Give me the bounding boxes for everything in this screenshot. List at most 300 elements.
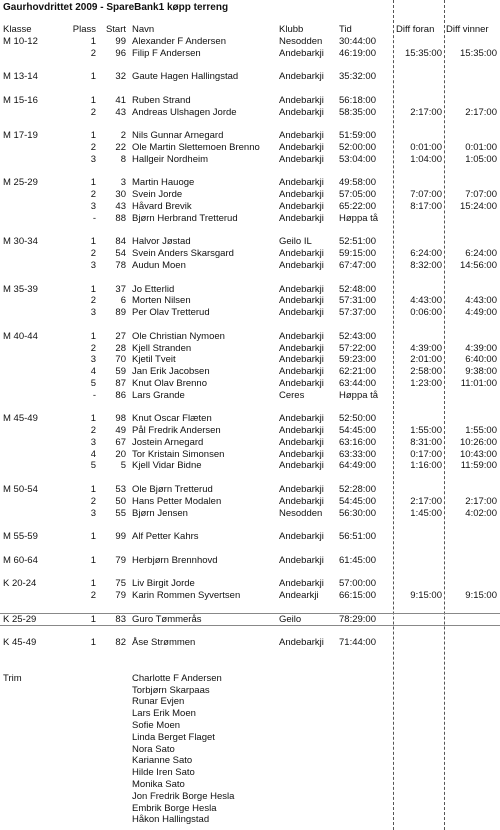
cell-klasse: M 25-29 (3, 177, 38, 189)
cell-diff-vinner: 1:05:00 (465, 153, 497, 165)
cell-klasse: M 17-19 (3, 130, 38, 142)
cell-navn: Jostein Arnegard (132, 436, 204, 448)
cell-klubb: Andebarkji (279, 295, 324, 307)
cell-tid: 59:23:00 (339, 354, 376, 366)
cell-start: 99 (115, 35, 126, 47)
cell-tid: 52:51:00 (339, 236, 376, 248)
cell-klubb: Andebarkji (279, 531, 324, 543)
cell-diff-vinner: 6:40:00 (465, 354, 497, 366)
cell-klubb: Andebarkji (279, 212, 324, 224)
cell-plass: 1 (90, 330, 96, 342)
cell-klubb: Andebarkji (279, 484, 324, 496)
cell-klubb: Geilo IL (279, 236, 312, 248)
table-row (0, 201, 500, 213)
cell-klasse: Trim (3, 672, 22, 684)
cell-navn: Guro Tømmerås (132, 613, 202, 625)
cell-navn: Ruben Strand (132, 94, 191, 106)
cell-diff-foran: 8:31:00 (410, 436, 442, 448)
table-row (0, 755, 500, 767)
cell-klubb: Geilo (279, 613, 302, 625)
table-row (0, 484, 500, 496)
cell-start: 70 (115, 354, 126, 366)
cell-diff-foran: 2:01:00 (410, 354, 442, 366)
cell-start: 37 (115, 283, 126, 295)
cell-plass: 3 (90, 200, 96, 212)
cell-diff-foran: 7:07:00 (410, 189, 442, 201)
results-table (0, 24, 500, 826)
cell-diff-vinner: 15:35:00 (460, 47, 497, 59)
cell-start: 79 (115, 590, 126, 602)
cell-navn: Åse Strømmen (132, 637, 196, 649)
cell-diff-vinner: 1:55:00 (465, 425, 497, 437)
table-row (0, 555, 500, 567)
cell-plass: 3 (90, 507, 96, 519)
cell-diff-vinner: 4:02:00 (465, 507, 497, 519)
cell-klubb: Andebarkji (279, 436, 324, 448)
table-row (0, 508, 500, 520)
cell-plass: 1 (90, 94, 96, 106)
table-row (0, 272, 500, 284)
cell-klasse: M 50-54 (3, 484, 38, 496)
cell-plass: 3 (90, 259, 96, 271)
cell-plass: 1 (90, 554, 96, 566)
cell-diff-foran: 8:17:00 (410, 200, 442, 212)
table-row (0, 614, 500, 626)
cell-klasse: M 10-12 (3, 35, 38, 47)
cell-tid: 57:37:00 (339, 307, 376, 319)
table-row (0, 213, 500, 225)
cell-start: 54 (115, 248, 126, 260)
cell-plass: 2 (90, 141, 96, 153)
header-diff-foran: Diff foran (396, 24, 435, 35)
cell-tid: 63:44:00 (339, 377, 376, 389)
cell-plass: 1 (90, 413, 96, 425)
cell-tid: 57:22:00 (339, 342, 376, 354)
cell-start: 43 (115, 200, 126, 212)
cell-navn: Hans Petter Modalen (132, 495, 222, 507)
cell-klubb: Andearkji (279, 590, 319, 602)
cell-navn: Lars Grande (132, 389, 185, 401)
cell-tid: 57:31:00 (339, 295, 376, 307)
cell-klubb: Andebarkji (279, 425, 324, 437)
cell-diff-foran: 1:16:00 (410, 460, 442, 472)
cell-plass: 3 (90, 354, 96, 366)
cell-start: 49 (115, 425, 126, 437)
cell-plass: 1 (90, 236, 96, 248)
table-row (0, 331, 500, 343)
cell-diff-vinner: 2:17:00 (465, 106, 497, 118)
table-row (0, 814, 500, 826)
cell-start: 43 (115, 106, 126, 118)
table-row (0, 366, 500, 378)
cell-navn: Per Olav Tretterud (132, 307, 210, 319)
cell-diff-foran: 0:06:00 (410, 307, 442, 319)
cell-navn: Nora Sato (132, 743, 175, 755)
table-row (0, 402, 500, 414)
cell-diff-foran: 1:45:00 (410, 507, 442, 519)
cell-klubb: Andebarkji (279, 460, 324, 472)
table-row (0, 460, 500, 472)
cell-diff-foran: 1:23:00 (410, 377, 442, 389)
cell-klubb: Andebarkji (279, 200, 324, 212)
cell-tid: 54:45:00 (339, 495, 376, 507)
cell-tid: 66:15:00 (339, 590, 376, 602)
cell-navn: Jo Etterlid (132, 283, 175, 295)
cell-klubb: Andebarkji (279, 106, 324, 118)
cell-diff-foran: 2:58:00 (410, 366, 442, 378)
table-row (0, 496, 500, 508)
cell-klubb: Andebarkji (279, 177, 324, 189)
cell-start: 22 (115, 141, 126, 153)
cell-navn: Svein Jorde (132, 189, 183, 201)
cell-tid: 56:30:00 (339, 507, 376, 519)
cell-plass: 5 (90, 377, 96, 389)
cell-start: 75 (115, 578, 126, 590)
cell-tid: 65:22:00 (339, 200, 376, 212)
cell-klubb: Andebarkji (279, 307, 324, 319)
table-row (0, 390, 500, 402)
cell-plass: 2 (90, 425, 96, 437)
table-row (0, 767, 500, 779)
cell-klubb: Nesodden (279, 35, 323, 47)
table-row (0, 236, 500, 248)
cell-tid: 49:58:00 (339, 177, 376, 189)
cell-tid: 67:47:00 (339, 259, 376, 271)
cell-tid: 61:45:00 (339, 554, 376, 566)
cell-navn: Håkon Hallingstad (132, 814, 210, 826)
cell-plass: 1 (90, 531, 96, 543)
cell-plass: 2 (90, 47, 96, 59)
cell-klasse: M 55-59 (3, 531, 38, 543)
table-row (0, 307, 500, 319)
cell-klubb: Andebarkji (279, 448, 324, 460)
cell-navn: Bjørn Herbrand Tretterud (132, 212, 238, 224)
cell-diff-foran: 0:01:00 (410, 141, 442, 153)
table-body (0, 36, 500, 826)
cell-klubb: Andebarkji (279, 354, 324, 366)
cell-navn: Ole Bjørn Tretterud (132, 484, 213, 496)
cell-diff-vinner: 10:43:00 (460, 448, 497, 460)
cell-navn: Knut Oscar Flæten (132, 413, 212, 425)
cell-navn: Audun Moen (132, 259, 186, 271)
cell-diff-vinner: 11:01:00 (460, 377, 497, 389)
cell-klasse: M 13-14 (3, 71, 38, 83)
cell-klubb: Andebarkji (279, 259, 324, 271)
table-row (0, 543, 500, 555)
cell-plass: 1 (90, 177, 96, 189)
cell-klubb: Andebarkji (279, 637, 324, 649)
cell-diff-foran: 1:55:00 (410, 425, 442, 437)
table-row (0, 449, 500, 461)
cell-start: 3 (120, 177, 126, 189)
table-row (0, 154, 500, 166)
cell-tid: 52:00:00 (339, 141, 376, 153)
cell-start: 2 (120, 130, 126, 142)
cell-tid: 62:21:00 (339, 366, 376, 378)
cell-navn: Hilde Iren Sato (132, 767, 195, 779)
cell-klubb: Andebarkji (279, 578, 324, 590)
cell-navn: Karin Rommen Syvertsen (132, 590, 241, 602)
cell-klubb: Andebarkji (279, 366, 324, 378)
cell-tid: 71:44:00 (339, 637, 376, 649)
cell-plass: 3 (90, 307, 96, 319)
cell-klasse: M 35-39 (3, 283, 38, 295)
cell-navn: Kjetil Tveit (132, 354, 176, 366)
cell-diff-foran: 1:04:00 (410, 153, 442, 165)
cell-plass: 2 (90, 106, 96, 118)
cell-navn: Hallgeir Nordheim (132, 153, 209, 165)
cell-navn: Martin Hauoge (132, 177, 195, 189)
cell-start: 83 (115, 613, 126, 625)
cell-plass: 2 (90, 189, 96, 201)
cell-start: 79 (115, 554, 126, 566)
cell-klubb: Andebarkji (279, 71, 324, 83)
cell-plass: 2 (90, 248, 96, 260)
cell-start: 6 (120, 295, 126, 307)
cell-tid: 59:15:00 (339, 248, 376, 260)
cell-klasse: K 45-49 (3, 637, 37, 649)
cell-navn: Jan Erik Jacobsen (132, 366, 210, 378)
cell-klasse: M 60-64 (3, 554, 38, 566)
cell-start: 88 (115, 212, 126, 224)
cell-start: 41 (115, 94, 126, 106)
table-row (0, 260, 500, 272)
cell-klasse: M 40-44 (3, 330, 38, 342)
table-row (0, 295, 500, 307)
cell-start: 50 (115, 495, 126, 507)
cell-plass: - (92, 389, 96, 401)
cell-klasse: K 20-24 (3, 578, 37, 590)
cell-tid: Høppa tå (339, 212, 379, 224)
cell-navn: Filip F Andersen (132, 47, 201, 59)
cell-tid: 58:35:00 (339, 106, 376, 118)
cell-klasse: M 15-16 (3, 94, 38, 106)
table-row (0, 696, 500, 708)
cell-tid: 56:18:00 (339, 94, 376, 106)
cell-tid: 35:32:00 (339, 71, 376, 83)
table-row (0, 567, 500, 579)
table-row (0, 130, 500, 142)
cell-start: 67 (115, 436, 126, 448)
cell-navn: Ole Christian Nymoen (132, 330, 225, 342)
cell-plass: 4 (90, 448, 96, 460)
table-row (0, 791, 500, 803)
cell-navn: Liv Birgit Jorde (132, 578, 195, 590)
table-row (0, 319, 500, 331)
cell-navn: Tor Kristain Simonsen (132, 448, 225, 460)
cell-navn: Jon Fredrik Borge Hesla (132, 790, 235, 802)
cell-navn: Gaute Hagen Hallingstad (132, 71, 239, 83)
cell-start: 53 (115, 484, 126, 496)
cell-plass: 2 (90, 590, 96, 602)
table-row (0, 71, 500, 83)
cell-plass: 4 (90, 366, 96, 378)
cell-tid: 63:33:00 (339, 448, 376, 460)
cell-tid: 64:49:00 (339, 460, 376, 472)
cell-navn: Alexander F Andersen (132, 35, 227, 47)
cell-navn: Nils Gunnar Arnegard (132, 130, 224, 142)
cell-klubb: Ceres (279, 389, 305, 401)
cell-klasse: M 30-34 (3, 236, 38, 248)
cell-klubb: Andebarkji (279, 413, 324, 425)
cell-navn: Svein Anders Skarsgard (132, 248, 234, 260)
cell-klubb: Nesodden (279, 507, 323, 519)
table-row (0, 248, 500, 260)
cell-klubb: Andebarkji (279, 94, 324, 106)
cell-diff-vinner: 4:39:00 (465, 342, 497, 354)
cell-start: 20 (115, 448, 126, 460)
table-row (0, 354, 500, 366)
cell-start: 87 (115, 377, 126, 389)
cell-diff-foran: 2:17:00 (410, 495, 442, 507)
cell-navn: Ole Martin Slettemoen Brenno (132, 141, 260, 153)
cell-diff-foran: 15:35:00 (405, 47, 442, 59)
cell-tid: 52:43:00 (339, 330, 376, 342)
cell-start: 5 (120, 460, 126, 472)
cell-start: 96 (115, 47, 126, 59)
table-row (0, 578, 500, 590)
cell-tid: 30:44:00 (339, 35, 376, 47)
cell-tid: 57:05:00 (339, 189, 376, 201)
table-row (0, 519, 500, 531)
cell-navn: Andreas Ulshagen Jorde (132, 106, 237, 118)
sheet-title: Gaurhovdrittet 2009 - SpareBank1 køpp terreng (3, 2, 229, 13)
header-klubb: Klubb (279, 24, 304, 35)
cell-tid: 78:29:00 (339, 613, 376, 625)
cell-diff-foran: 8:32:00 (410, 259, 442, 271)
header-diff-vinner: Diff vinner (446, 24, 489, 35)
cell-diff-foran: 2:17:00 (410, 106, 442, 118)
cell-plass: 1 (90, 130, 96, 142)
cell-start: 86 (115, 389, 126, 401)
cell-navn: Halvor Jøstad (132, 236, 191, 248)
table-row (0, 177, 500, 189)
cell-navn: Embrik Borge Hesla (132, 802, 217, 814)
cell-diff-vinner: 2:17:00 (465, 495, 497, 507)
cell-plass: - (92, 212, 96, 224)
table-row (0, 118, 500, 130)
cell-tid: 54:45:00 (339, 425, 376, 437)
table-row (0, 343, 500, 355)
cell-navn: Herbjørn Brennhovd (132, 554, 218, 566)
cell-navn: Runar Evjen (132, 696, 185, 708)
cell-plass: 3 (90, 153, 96, 165)
cell-navn: Torbjørn Skarpaas (132, 684, 210, 696)
table-row (0, 590, 500, 602)
cell-plass: 1 (90, 613, 96, 625)
table-row (0, 189, 500, 201)
cell-plass: 2 (90, 495, 96, 507)
cell-klasse: M 45-49 (3, 413, 38, 425)
cell-plass: 1 (90, 71, 96, 83)
cell-diff-vinner: 6:24:00 (465, 248, 497, 260)
cell-klubb: Andebarkji (279, 248, 324, 260)
cell-plass: 5 (90, 460, 96, 472)
table-row (0, 437, 500, 449)
table-row (0, 378, 500, 390)
cell-tid: 52:50:00 (339, 413, 376, 425)
cell-plass: 1 (90, 484, 96, 496)
table-row (0, 142, 500, 154)
cell-diff-foran: 4:43:00 (410, 295, 442, 307)
table-row (0, 637, 500, 649)
cell-start: 32 (115, 71, 126, 83)
cell-navn: Charlotte F Andersen (132, 672, 222, 684)
header-navn: Navn (132, 24, 155, 35)
cell-tid: 63:16:00 (339, 436, 376, 448)
table-row (0, 626, 500, 638)
table-row (0, 48, 500, 60)
cell-navn: Sofie Moen (132, 720, 181, 732)
table-row (0, 720, 500, 732)
cell-tid: 46:19:00 (339, 47, 376, 59)
header-row (0, 24, 500, 36)
table-row (0, 649, 500, 661)
cell-diff-vinner: 7:07:00 (465, 189, 497, 201)
cell-diff-foran: 6:24:00 (410, 248, 442, 260)
table-row (0, 661, 500, 673)
cell-navn: Linda Berget Flaget (132, 731, 215, 743)
cell-tid: 53:04:00 (339, 153, 376, 165)
table-row (0, 685, 500, 697)
cell-start: 55 (115, 507, 126, 519)
cell-tid: 51:59:00 (339, 130, 376, 142)
cell-start: 59 (115, 366, 126, 378)
table-row (0, 708, 500, 720)
table-row (0, 95, 500, 107)
cell-navn: Kjell Vidar Bidne (132, 460, 202, 472)
cell-plass: 2 (90, 295, 96, 307)
table-row (0, 166, 500, 178)
cell-diff-vinner: 4:49:00 (465, 307, 497, 319)
cell-plass: 2 (90, 342, 96, 354)
cell-tid: 56:51:00 (339, 531, 376, 543)
cell-navn: Alf Petter Kahrs (132, 531, 199, 543)
table-row (0, 531, 500, 543)
cell-tid: 52:48:00 (339, 283, 376, 295)
table-row (0, 779, 500, 791)
table-row (0, 744, 500, 756)
cell-klubb: Andebarkji (279, 47, 324, 59)
table-row (0, 425, 500, 437)
table-row (0, 83, 500, 95)
header-tid: Tid (339, 24, 352, 35)
table-row (0, 602, 500, 614)
cell-klubb: Andebarkji (279, 495, 324, 507)
header-start: Start (105, 24, 126, 35)
cell-navn: Lars Erik Moen (132, 708, 196, 720)
cell-plass: 1 (90, 35, 96, 47)
table-row (0, 284, 500, 296)
table-row (0, 36, 500, 48)
cell-diff-vinner: 14:56:00 (460, 259, 497, 271)
table-row (0, 732, 500, 744)
cell-start: 8 (120, 153, 126, 165)
cell-plass: 1 (90, 283, 96, 295)
cell-start: 89 (115, 307, 126, 319)
cell-diff-foran: 0:17:00 (410, 448, 442, 460)
cell-klubb: Andebarkji (279, 554, 324, 566)
cell-plass: 3 (90, 436, 96, 448)
cell-navn: Monika Sato (132, 779, 185, 790)
cell-diff-vinner: 15:24:00 (460, 200, 497, 212)
table-row (0, 413, 500, 425)
cell-tid: 52:28:00 (339, 484, 376, 496)
header-plass: Plass (72, 24, 96, 35)
cell-klubb: Andebarkji (279, 141, 324, 153)
cell-diff-foran: 9:15:00 (410, 590, 442, 602)
cell-start: 84 (115, 236, 126, 248)
